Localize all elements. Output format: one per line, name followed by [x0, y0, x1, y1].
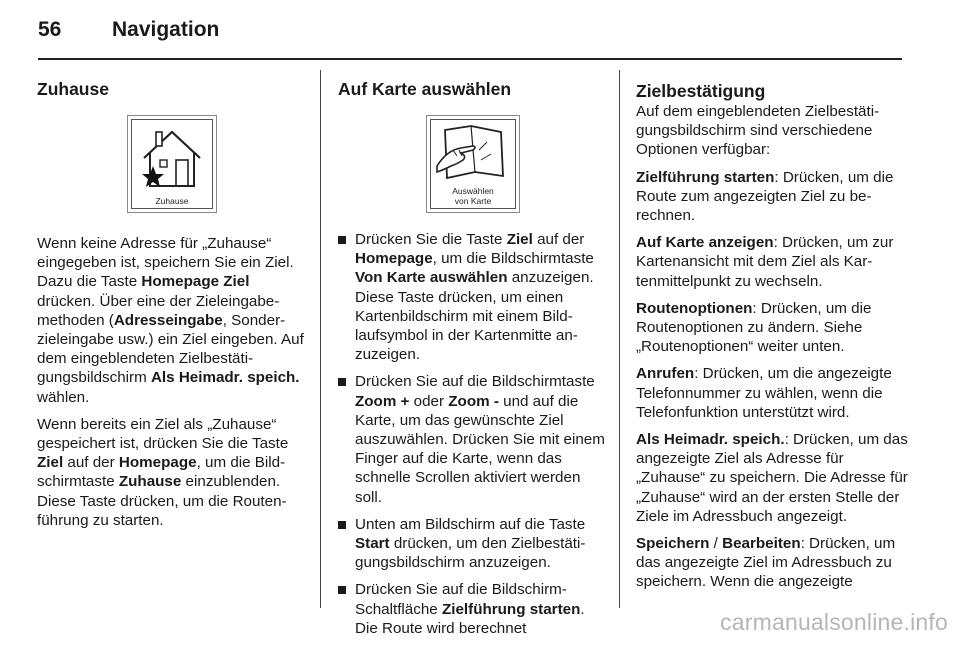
text-run: , um die Bildschirmtaste — [37, 454, 286, 491]
figure-caption: Zuhause — [155, 196, 189, 206]
ui-term: Homepage Ziel — [141, 273, 250, 291]
ui-term: Als Heimadr. speich. — [150, 369, 300, 387]
option-als-heimadr — [636, 430, 908, 526]
text-run: : Drücken, um das angezeigte Ziel im Adressbuch zu speichern. Wenn die angezeigte — [636, 535, 896, 591]
ui-term: Routenoptionen — [636, 299, 753, 317]
list-item — [338, 580, 608, 638]
list-item — [338, 515, 608, 573]
list-item-text — [355, 516, 585, 571]
text-run: oder — [409, 392, 449, 410]
ui-term: Anrufen — [636, 365, 695, 383]
chapter-title: Navigation — [112, 18, 220, 41]
ui-term: Bearbeiten — [722, 535, 801, 553]
list-item-text — [355, 581, 585, 636]
ui-term: Ziel — [37, 454, 64, 472]
text-run: : Drücken, um das angezeigte Ziel als Adresse für „Zuhause“ zu speichern. Die Adresse für „Zuhause“ wird an der ersten Stelle der Ziele im Adressbuch angezeigt. — [636, 431, 908, 525]
home-star-icon — [132, 120, 212, 192]
text-run: anzuzeigen. Diese Taste drücken, um einen Kartenbildschirm mit einem Bildlaufsymbol in der Kartenmitte anzuzeigen. — [355, 269, 594, 364]
bullet-square-icon — [338, 521, 346, 529]
list-item — [338, 230, 608, 364]
header-rule — [38, 58, 902, 60]
text-run: : Drücken, um zur Kartenansicht mit dem Ziel als Kartenmittelpunkt zu wechseln. — [636, 234, 894, 290]
ui-term: Homepage — [118, 454, 197, 472]
text-run: : Drücken, um die Routenoptionen zu ändern. Siehe „Routenoptionen“ weiter unten. — [636, 299, 872, 356]
page-header — [38, 18, 918, 46]
text-run: , Sonderzieleingabe usw.) ein Ziel eingeben. Auf dem eingeblendeten Zielbestätigungsbildschirm — [37, 311, 304, 387]
ui-term: Als Heimadr. speich. — [636, 431, 785, 449]
text-run: , um die Bildschirmtaste — [432, 250, 594, 268]
list-item — [338, 372, 608, 506]
column-zuhause — [37, 70, 307, 538]
option-anrufen — [636, 364, 908, 422]
figure-caption-line-2: von Karte — [454, 196, 492, 206]
ui-term: Speichern — [636, 535, 710, 553]
ui-term: Ziel — [506, 231, 533, 248]
section-heading-karte: Auf Karte auswählen — [338, 79, 512, 99]
ui-term: Adresseingabe — [113, 311, 223, 329]
section-heading-zielbestaetigung: Zielbestätigung — [636, 81, 766, 101]
ui-term: Homepage — [355, 250, 433, 268]
ui-term: Zoom - — [448, 392, 499, 410]
text-run: Drücken Sie auf die Bildschirm-Schaltfläche — [355, 581, 567, 618]
option-routenoptionen — [636, 299, 908, 357]
figure-caption-line-1: Auswählen — [452, 186, 494, 196]
text-run: auf der — [63, 454, 119, 472]
figure-caption — [431, 186, 515, 206]
ui-term: Zuhause — [118, 473, 182, 491]
text-run: wählen. — [37, 388, 90, 406]
list-item-text — [355, 373, 605, 505]
text-run: auf der — [532, 231, 585, 248]
ui-term: Zoom + — [355, 392, 410, 410]
option-auf-karte — [636, 233, 908, 291]
zuhause-button-figure — [127, 115, 217, 213]
zielbestaetigung-intro — [636, 102, 908, 160]
zuhause-paragraph-2 — [37, 415, 307, 530]
ui-term: Von Karte auswählen — [355, 269, 508, 287]
text-run: . Die Route wird berechnet — [355, 600, 585, 637]
section-heading-zuhause: Zuhause — [37, 79, 109, 99]
karte-steps-list — [338, 230, 608, 638]
option-zielfuehrung — [636, 168, 908, 226]
text-run: drücken. Über eine der Zieleingabemethoden ( — [37, 292, 280, 329]
column-zielbestaetigung — [636, 70, 908, 600]
list-item-text — [355, 231, 594, 363]
text-run: und auf die Karte, um das gewünschte Ziel auszuwählen. Drücken Sie mit einem Finger auf die Karte, wenn das schnelle Scrollen aktiviert werden soll. — [355, 392, 605, 506]
text-run: Wenn keine Adresse für „Zuhause“ eingegeben ist, speichern Sie ein Ziel. Dazu die Taste — [37, 235, 294, 291]
text-run: Wenn bereits ein Ziel als „Zuhause“ gespeichert ist, drücken Sie die Taste — [37, 415, 289, 453]
option-speichern — [636, 534, 908, 592]
ui-term: Zielführung starten — [441, 600, 581, 618]
ui-term: Start — [355, 535, 390, 553]
text-run: drücken, um den Zielbestätigungsbildschirm anzuzeigen. — [355, 535, 586, 572]
zuhause-paragraph-1 — [37, 234, 307, 407]
column-karte — [338, 70, 608, 646]
text-run: Unten am Bildschirm auf die Taste — [355, 515, 586, 533]
watermark: carmanualsonline.info — [720, 609, 948, 635]
text-run: : Drücken, um die angezeigte Telefonnummer zu wählen, wenn die Telefonfunktion unterstützt wird. — [636, 365, 892, 421]
text-run: / — [709, 535, 723, 553]
bullet-square-icon — [338, 586, 346, 594]
text-run: Drücken Sie auf die Bildschirmtaste — [355, 373, 595, 391]
ui-term: Zielführung starten — [636, 168, 775, 186]
text-run: einzublenden. Diese Taste drücken, um die Routenführung zu starten. — [37, 473, 287, 529]
text-run: Drücken Sie die Taste — [355, 231, 507, 248]
text-run: : Drücken, um die Route zum angezeigten Ziel zu berechnen. — [636, 168, 894, 225]
karte-button-figure — [426, 115, 520, 213]
page-number: 56 — [38, 18, 62, 41]
column-divider-1 — [320, 70, 321, 608]
column-divider-2 — [619, 70, 620, 608]
hand-on-map-icon — [431, 120, 515, 190]
ui-term: Auf Karte anzeigen — [636, 234, 774, 252]
bullet-square-icon — [338, 236, 346, 244]
bullet-square-icon — [338, 378, 346, 386]
text-run: Auf dem eingeblendeten Zielbestätigungsbildschirm sind verschiedene Optionen verfügbar: — [636, 103, 880, 159]
